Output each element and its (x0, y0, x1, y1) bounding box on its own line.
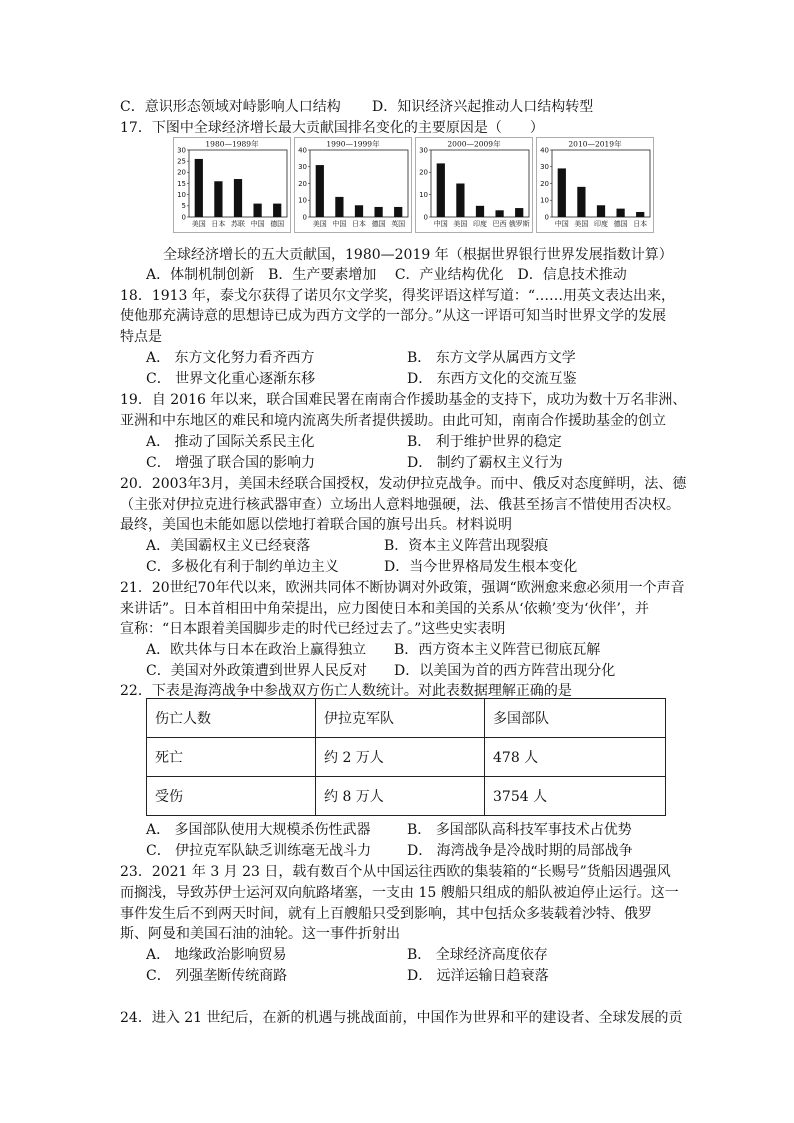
q18-option-b: B． 东方文学从属西方文学 (407, 350, 576, 366)
y-tick-label: 20 (177, 168, 186, 177)
q19-option-a: A． 推动了国际关系民主化 (146, 434, 315, 450)
q21-stem-line1: 21．20世纪70年代以来，欧洲共同体不断协调对外政策，强调“欧洲愈来愈必须用一个声音 (120, 580, 685, 596)
q19-option-c: C． 增强了联合国的影响力 (146, 455, 316, 471)
q22-option-c: C． 伊拉克军队缺乏训练毫无战斗力 (146, 843, 372, 859)
x-tick-label: 中国 (554, 220, 569, 228)
q20-option-a: A．美国霸权主义已经衰落 (146, 538, 311, 554)
bar (316, 165, 324, 217)
table-row (147, 777, 666, 816)
y-tick-label: 40 (298, 146, 307, 155)
q23-stem-line4: 斯、阿曼和美国石油的油轮。这一事件折射出 (120, 926, 400, 942)
chart-title: 2000—2009年 (447, 139, 501, 149)
bar (515, 208, 523, 217)
q16-option-c: C．意识形态领域对峙影响人口结构 (120, 99, 341, 115)
chart-frame (295, 138, 412, 233)
y-tick-label: 0 (181, 213, 186, 222)
bar (234, 179, 242, 217)
q19-stem-line2: 亚洲和中东地区的难民和境内流离失所者提供援助。由此可知，南南合作援助基金的创立 (120, 413, 666, 429)
chart-frame (537, 138, 654, 233)
y-tick-label: 20 (298, 179, 307, 188)
x-tick-label: 美国 (574, 220, 589, 228)
table-row (147, 738, 666, 777)
bar (558, 168, 566, 217)
table-cell: 受伤 (147, 777, 316, 816)
q20-stem-line1: 20．2003年3月，美国未经联合国授权，发动伊拉克战争。而中、俄反对态度鲜明，法、德 (120, 476, 687, 492)
table-cell: 约 2 万人 (316, 738, 485, 777)
table-cell: 死亡 (147, 738, 316, 777)
table-header-cell: 伤亡人数 (147, 699, 316, 738)
bar (394, 207, 402, 217)
q19-option-d: D． 制约了霸权主义行为 (407, 455, 563, 471)
y-tick-label: 0 (423, 213, 428, 222)
y-tick-label: 30 (419, 146, 428, 155)
y-tick-label: 0 (544, 213, 549, 222)
q21-option-c: C．美国对外政策遭到世界人民反对 (146, 663, 367, 679)
bar (374, 207, 382, 217)
y-tick-label: 5 (181, 202, 186, 211)
chart-title: 1980—1989年 (205, 139, 259, 149)
bar (495, 210, 503, 217)
q23-option-d: D． 远洋运输日趋衰落 (407, 968, 549, 984)
table-header-cell: 伊拉克军队 (316, 699, 485, 738)
q22-option-b: B． 多国部队高科技军事技术占优势 (407, 822, 632, 838)
q20-option-c: C．多极化有利于制约单边主义 (146, 559, 339, 575)
q18-stem-line1: 18．1913 年，泰戈尔获得了诺贝尔文学奖，得奖评语这样写道：“……用英文表达出来， (120, 288, 676, 304)
q18-stem-line2: 使他那充满诗意的思想诗已成为西方文学的一部分。”从这一评语可知当时世界文学的发展 (120, 308, 667, 324)
y-tick-label: 10 (298, 196, 307, 205)
y-tick-label: 25 (177, 157, 186, 166)
x-tick-label: 印度 (594, 220, 608, 228)
q23-option-a: A． 地缘政治影响贸易 (146, 947, 287, 963)
x-tick-label: 德国 (613, 220, 628, 228)
q17-stem: 17．下图中全球经济增长最大贡献国排名变化的主要原因是（ ） (120, 120, 544, 136)
x-tick-label: 美国 (191, 220, 206, 228)
bar-chart-1980s (173, 137, 291, 233)
x-tick-label: 日本 (211, 220, 226, 228)
q21-stem-line2: 来讲话”。日本首相田中角荣提出，应力图使日本和美国的关系从‘依赖’变为‘伙伴’，并 (120, 601, 649, 617)
bar (214, 181, 222, 217)
q22-stem: 22．下表是海湾战争中参战双方伤亡人数统计。对此表数据理解正确的是 (120, 683, 572, 699)
x-tick-label: 德国 (270, 220, 285, 228)
y-tick-label: 10 (540, 196, 549, 205)
q21-option-d: D．以美国为首的西方阵营出现分化 (394, 663, 616, 679)
chart-caption: 全球经济增长的五大贡献国，1980—2019 年（根据世界银行世界发展指数计算） (163, 247, 673, 263)
y-tick-label: 20 (540, 179, 549, 188)
q19-option-b: B． 利于维护世界的稳定 (407, 434, 562, 450)
q23-option-b: B． 全球经济高度依存 (407, 947, 548, 963)
x-tick-label: 俄罗斯 (508, 220, 530, 228)
bar (355, 205, 363, 217)
chart-frame (416, 138, 533, 233)
bar-chart-2010s (536, 137, 654, 233)
y-tick-label: 40 (540, 146, 549, 155)
q20-stem-line2: （主张对伊拉克进行核武器审查）立场出人意料地强硬，法、俄甚至扬言不惜使用否决权。 (120, 497, 680, 513)
q18-option-d: D． 东西方文化的交流互鉴 (407, 371, 577, 387)
q24-stem-line1: 24．进入 21 世纪后，在新的机遇与挑战面前，中国作为世界和平的建设者、全球发展的贡 (120, 1010, 683, 1026)
y-tick-label: 0 (302, 213, 307, 222)
q18-option-c: C． 世界文化重心逐渐东移 (146, 371, 316, 387)
table-header-row (147, 699, 666, 738)
q22-option-d: D． 海湾战争是冷战时期的局部战争 (407, 843, 633, 859)
table-header-cell: 多国部队 (485, 699, 666, 738)
x-tick-label: 中国 (332, 220, 347, 228)
q21-option-a: A．欧共体与日本在政治上赢得独立 (146, 642, 367, 658)
table-cell: 3754 人 (485, 777, 666, 816)
q18-stem-line3: 特点是 (120, 329, 162, 345)
table-cell: 约 8 万人 (316, 777, 485, 816)
q23-stem-line3: 事件发生后不到两天时间，就有上百艘船只受到影响，其中包括众多装载着沙特、俄罗 (120, 906, 652, 922)
q22-option-a: A． 多国部队使用大规模杀伤性武器 (146, 822, 371, 838)
bar (335, 197, 343, 217)
bar (273, 204, 281, 217)
q16-option-d: D．知识经济兴起推动人口结构转型 (372, 99, 594, 115)
q21-stem-line3: 宣称：“日本跟着美国脚步走的时代已经过去了。”这些史实表明 (120, 621, 506, 637)
bar (437, 163, 445, 217)
casualty-table (146, 698, 666, 816)
bar (456, 184, 464, 218)
q21-option-b: B．西方资本主义阵营已彻底瓦解 (394, 642, 601, 658)
bar-chart-1990s (294, 137, 412, 233)
chart-frame (174, 138, 291, 233)
y-tick-label: 10 (419, 191, 428, 200)
x-tick-label: 中国 (433, 220, 448, 228)
x-tick-label: 日本 (352, 220, 366, 228)
y-tick-label: 30 (540, 163, 549, 172)
q18-option-a: A． 东方文化努力看齐西方 (146, 350, 315, 366)
x-tick-label: 巴西 (492, 220, 507, 228)
q20-option-b: B．资本主义阵营出现裂痕 (384, 538, 549, 554)
bar (577, 187, 585, 217)
x-tick-label: 德国 (371, 220, 386, 228)
x-tick-label: 印度 (473, 220, 487, 228)
x-tick-label: 日本 (633, 220, 648, 228)
q23-stem-line2: 而搁浅，导致苏伊士运河双向航路堵塞，一支由 15 艘船只组成的船队被迫停止运行。这一 (120, 885, 679, 901)
q23-stem-line1: 23．2021 年 3 月 23 日，载有数百个从中国运往西欧的集装箱的“长赐号”货船因遇强风 (120, 864, 671, 880)
bar (636, 212, 644, 217)
y-tick-label: 15 (177, 179, 186, 188)
y-tick-label: 10 (177, 191, 186, 200)
y-tick-label: 30 (298, 163, 307, 172)
q23-option-c: C． 列强垄断传统商路 (146, 968, 288, 984)
q20-stem-line3: 最终，美国也未能如愿以偿地打着联合国的旗号出兵。材料说明 (120, 517, 512, 533)
q17-options: A．体制机制创新 B．生产要素增加 C．产业结构优化 D．信息技术推动 (146, 267, 627, 283)
bar (616, 209, 624, 217)
bar (476, 206, 484, 217)
chart-title: 2010—2019年 (568, 139, 622, 149)
x-tick-label: 苏联 (231, 220, 245, 228)
x-tick-label: 美国 (312, 220, 327, 228)
q20-option-d: D．当今世界格局发生根本变化 (384, 559, 578, 575)
table-cell: 478 人 (485, 738, 666, 777)
x-tick-label: 英国 (391, 220, 406, 228)
q19-stem-line1: 19．自 2016 年以来，联合国难民署在南南合作援助基金的支持下，成功为数十万名非洲、 (120, 392, 687, 408)
y-tick-label: 30 (177, 146, 186, 155)
bar (195, 159, 203, 217)
bar (597, 205, 605, 217)
bar-chart-2000s (415, 137, 533, 233)
x-tick-label: 美国 (453, 220, 468, 228)
x-tick-label: 中国 (250, 220, 265, 228)
y-tick-label: 20 (419, 168, 428, 177)
chart-title: 1990—1999年 (326, 139, 380, 149)
bar (253, 204, 261, 217)
